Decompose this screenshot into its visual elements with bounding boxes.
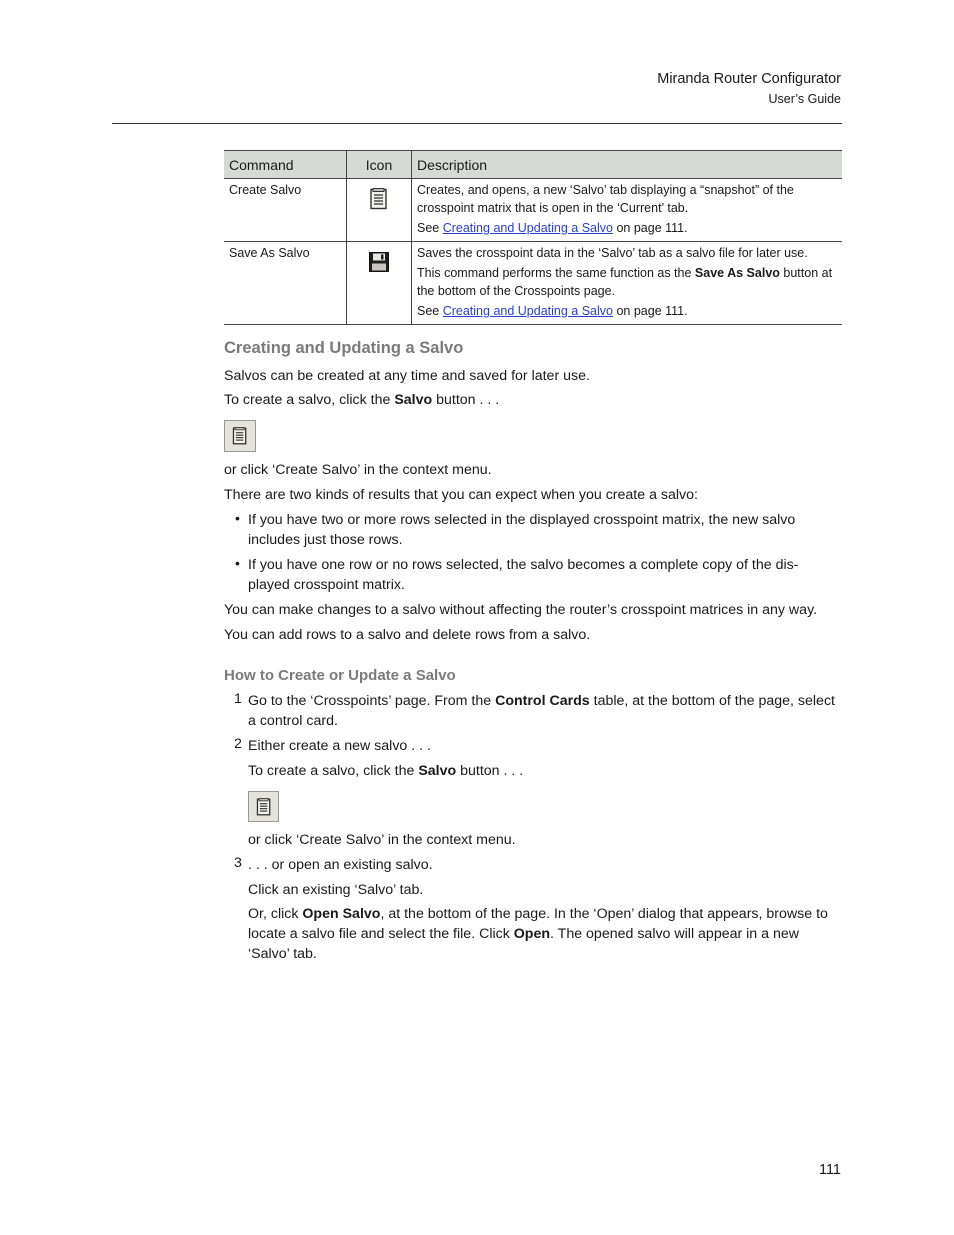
description-text: This command performs the same function as the Save As Salvo button at the bottom of the Crosspoints page. — [417, 266, 833, 298]
paragraph: You can add rows to a salvo and delete rows from a salvo. — [224, 627, 591, 643]
salvo-button — [248, 791, 279, 822]
description-cell — [412, 242, 843, 325]
icon-cell — [347, 179, 412, 242]
paragraph: or click ‘Create Salvo’ in the context menu. — [224, 462, 492, 478]
table-row — [224, 179, 842, 242]
step-text: Either create a new salvo . . . — [248, 738, 431, 754]
salvo-document-icon — [231, 427, 249, 445]
step-number: 3 — [234, 855, 242, 871]
running-header-title: Miranda Router Configurator — [657, 71, 841, 87]
see-also: See Creating and Updating a Salvo on page 111. — [417, 304, 688, 318]
step-text: Go to the ‘Crosspoints’ page. From the Control Cards table, at the bottom of the page, select a control card. — [248, 693, 835, 729]
salvo-button — [224, 420, 256, 452]
step-subtext: Or, click Open Salvo, at the bottom of the page. In the ‘Open’ dialog that appears, browse to locate a salvo file and select the file. Click Open. The opened salvo will appear in a new ‘Salvo’ tab. — [248, 906, 828, 962]
salvo-document-icon — [368, 188, 390, 210]
floppy-disk-icon — [368, 251, 390, 273]
list-item: If you have two or more rows selected in the displayed crosspoint matrix, the new salvo includes just those rows. — [248, 512, 796, 548]
step-subtext: Click an existing ‘Salvo’ tab. — [248, 882, 424, 898]
column-header-command: Command — [224, 151, 347, 179]
bullet-marker: • — [235, 510, 240, 526]
procedure-heading: How to Create or Update a Salvo — [224, 667, 456, 684]
table-row — [224, 242, 842, 325]
command-cell: Save As Salvo — [224, 242, 347, 325]
paragraph: There are two kinds of results that you can expect when you create a salvo: — [224, 487, 698, 503]
salvo-document-icon — [255, 798, 273, 816]
column-header-description: Description — [412, 151, 843, 179]
page-number: 111 — [818, 1162, 841, 1178]
column-header-icon: Icon — [347, 151, 412, 179]
table-header-row — [224, 151, 842, 179]
step-text: . . . or open an existing salvo. — [248, 857, 433, 873]
cross-reference-link[interactable]: Creating and Updating a Salvo — [442, 221, 613, 235]
step-subtext: To create a salvo, click the Salvo button . . . — [248, 763, 524, 779]
list-item: If you have one row or no rows selected, the salvo becomes a complete copy of the dis-played crosspoint matrix. — [248, 557, 799, 593]
command-table — [224, 150, 842, 325]
bullet-marker: • — [235, 555, 240, 571]
step-number: 2 — [234, 736, 242, 752]
header-rule — [112, 123, 842, 124]
step-subtext: or click ‘Create Salvo’ in the context menu. — [248, 832, 516, 848]
paragraph: You can make changes to a salvo without affecting the router’s crosspoint matrices in any way. — [224, 602, 818, 618]
step-number: 1 — [234, 691, 242, 707]
section-heading: Creating and Updating a Salvo — [224, 339, 464, 357]
paragraph: Salvos can be created at any time and saved for later use. — [224, 368, 590, 384]
command-cell: Create Salvo — [224, 179, 347, 242]
description-cell — [412, 179, 843, 242]
icon-cell — [347, 242, 412, 325]
paragraph: To create a salvo, click the Salvo button . . . — [224, 392, 500, 408]
see-also: See Creating and Updating a Salvo on page 111. — [417, 221, 688, 235]
description-text: Creates, and opens, a new ‘Salvo’ tab displaying a “snapshot” of the crosspoint matrix that is open in the ‘Current’ tab. — [417, 183, 794, 215]
cross-reference-link[interactable]: Creating and Updating a Salvo — [442, 304, 613, 318]
description-text: Saves the crosspoint data in the ‘Salvo’ tab as a salvo file for later use. — [417, 246, 808, 260]
running-header-subtitle: User’s Guide — [768, 92, 841, 106]
